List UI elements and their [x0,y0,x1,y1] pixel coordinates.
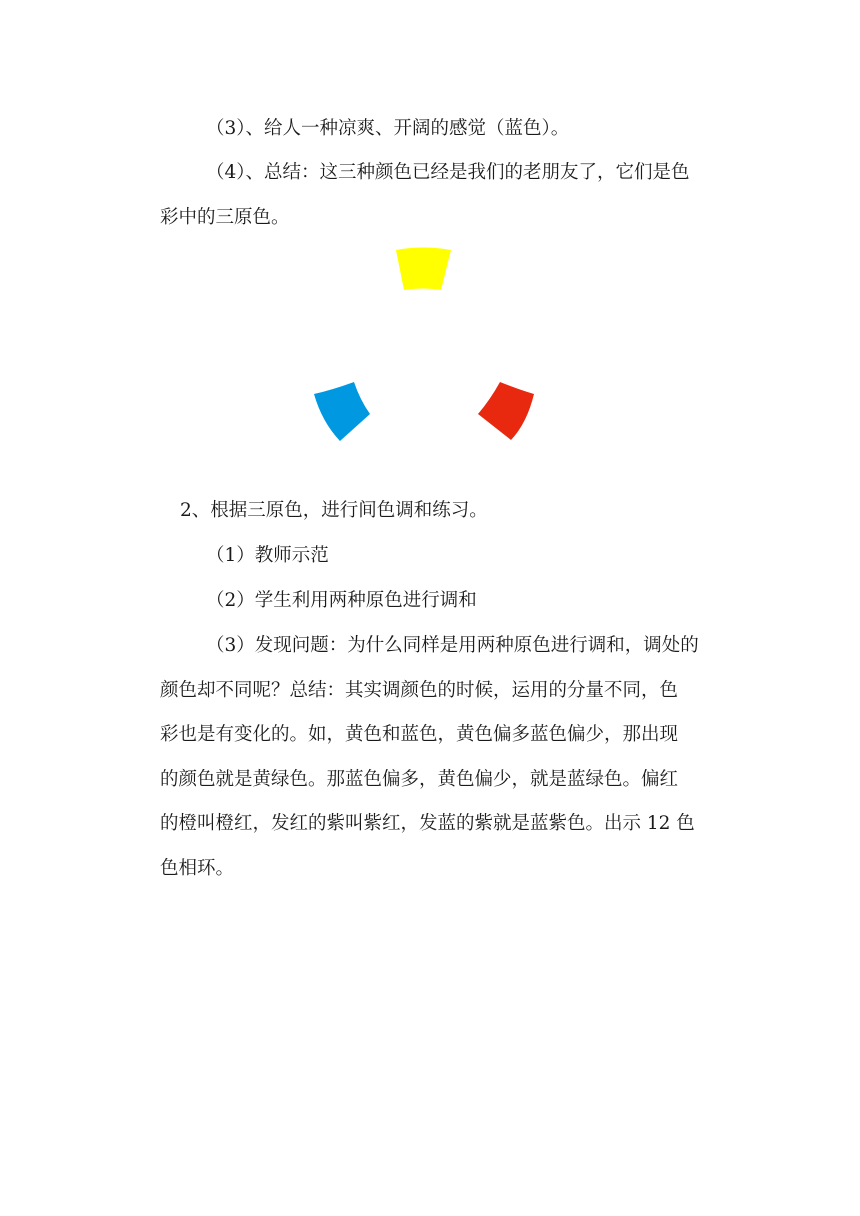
sub-item-2: （2）学生利用两种原色进行调和 [206,590,477,611]
paragraph-line: 的颜色就是黄绿色。那蓝色偏多，黄色偏少，就是蓝绿色。偏红 [160,768,679,790]
item-3-text: （3）、给人一种凉爽、开阔的感觉（蓝色）。 [206,118,570,139]
primary-colors-wheel [300,240,560,450]
blue-segment [314,382,370,441]
paragraph-line: 的橙叫橙红，发红的紫叫紫红，发蓝的紫就是蓝紫色。出示 12 色 [160,813,695,834]
summary-line-2: 彩中的三原色。 [160,207,290,228]
yellow-segment [396,248,451,291]
paragraph-line: 色相环。 [160,857,235,879]
section-2-heading: 2、根据三原色，进行间色调和练习。 [180,500,488,521]
paragraph-line: 彩也是有变化的。如，黄色和蓝色，黄色偏多蓝色偏少，那出现 [160,724,679,745]
red-segment [478,382,534,440]
sub-item-1: （1）教师示范 [206,545,329,566]
sub-item-3-paragraph [160,634,699,901]
summary-line-1: （4）、总结：这三种颜色已经是我们的老朋友了，它们是色 [206,162,690,183]
paragraph-line: 颜色却不同呢？总结：其实调颜色的时候，运用的分量不同，色 [160,679,679,701]
paragraph-line: （3）发现问题：为什么同样是用两种原色进行调和，调处的 [206,635,699,656]
